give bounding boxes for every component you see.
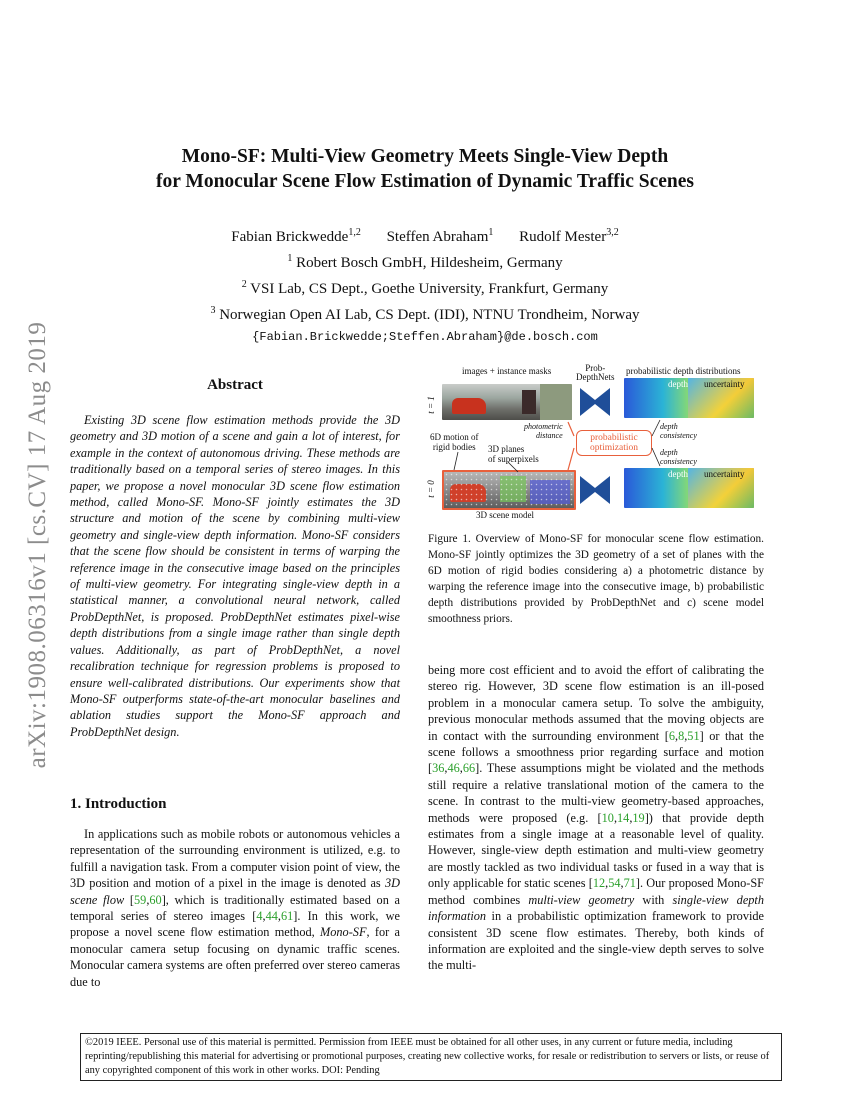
motion-label: 6D motion of rigid bodies <box>430 432 479 452</box>
depth-label-top: depth <box>668 379 688 389</box>
citation-link[interactable]: 36 <box>432 761 445 776</box>
paper-title <box>70 144 780 194</box>
right-column-paragraph: being more cost efficient and to avoid the effort of calibrating the stereo rig. However, 3D scene flow estimation is an ill-posed problem in a monocular camera setup. To solve the ambiguity, previous monocular methods assumed that the moving objects are in contact with the surrounding environment [6,8,51] or that the scene follows a smoothness prior regarding surface and motion [36,46,66]. These assumptions might be violated and the methods still require a relative translational motion of the camera to the scene. In contrast to the multi-view geometry-based approaches, methods were proposed (e.g. [10,14,19]) that provide depth estimates from a single image at a reasonable level of quality. However, single-view depth estimation and multi-view geometry are mostly tackled as two individual tasks or fused in a way that is only applicable for static scenes [12,54,71]. Our proposed Mono-SF method combines multi-view geometry with single-view depth information in a probabilistic optimization framework to provide consistent 3D scene flow estimates. Thereby, both kinds of information are exploited and the single-view depth serves to solve the multi- <box>428 663 764 973</box>
distributions-label: probabilistic depth distributions <box>626 366 741 376</box>
planes-label: 3D planes of superpixels <box>488 444 539 464</box>
title-line-2: for Monocular Scene Flow Estimation of Dynamic Traffic Scenes <box>156 171 694 192</box>
depth-consistency-label-top: depth consistency <box>660 422 697 440</box>
author-3: Rudolf Mester <box>519 229 607 245</box>
uncertainty-label-bottom: uncertainty <box>704 469 745 479</box>
abstract-heading: Abstract <box>207 377 263 393</box>
figure-arrows <box>425 362 768 527</box>
citation-link[interactable]: 60 <box>149 892 162 907</box>
citation-link[interactable]: 46 <box>447 761 460 776</box>
citation-link[interactable]: 4 <box>256 909 263 924</box>
abstract-text: Existing 3D scene flow estimation methods provide the 3D geometry and 3D motion of a scene and gain a lot of interest, for example in the context of autonomous driving. These methods are traditionally based on a temporal series of stereo images. In this paper, we propose a novel monocular 3D scene flow estimation method, called Mono-SF. Mono-SF jointly estimates the 3D structure and motion of the scene by combining multi-view geometry and single-view depth information. Mono-SF considers that the scene flow should be consistent in terms of warping the reference image in the consecutive image based on the principles of multi-view geometry. For integrating single-view depth in a statistical manner, a convolutional neural network, called ProbDepthNet, is proposed. ProbDepthNet estimates pixel-wise depth distributions from a single image rather than single depth values. Additionally, as part of ProbDepthNet, a novel recalibration technique for regression problems is proposed to ensure well-calibrated distributions. Our experiments show that Mono-SF outperforms state-of-the-art monocular baselines and ablation studies support the Mono-SF approach and ProbDepthNet design. <box>70 413 400 739</box>
author-1-sup: 1,2 <box>348 227 361 238</box>
author-block <box>70 222 780 348</box>
citation-link[interactable]: 12 <box>592 876 606 891</box>
citation-link[interactable]: 19 <box>632 810 645 825</box>
t1-label: t = 1 <box>425 396 436 414</box>
affiliation-1: $^1$ Robert Bosch GmbH, Hildesheim, Germany <box>287 253 563 271</box>
citation-link[interactable]: 10 <box>601 810 614 825</box>
citation-link[interactable]: 14 <box>617 810 630 825</box>
citation-link[interactable]: 61 <box>280 909 294 924</box>
author-email[interactable]: {Fabian.Brickwedde;Steffen.Abraham}@de.bosch.com <box>252 330 598 344</box>
citation-link[interactable]: 51 <box>687 728 700 743</box>
author-3-sup: 3,2 <box>606 227 619 238</box>
affiliation-3: $^3$ Norwegian Open AI Lab, CS Dept. (IDI), NTNU Trondheim, Norway <box>210 305 640 323</box>
author-2: Steffen Abraham <box>386 229 489 245</box>
images-label: images + instance masks <box>462 366 552 376</box>
citation-link[interactable]: 54 <box>608 876 621 891</box>
author-2-sup: 1 <box>488 227 494 238</box>
copyright-notice: ©2019 IEEE. Personal use of this material is permitted. Permission from IEEE must be obtained for all other uses, in any current or future media, including reprinting/republishing this material for advertising or promotional purposes, creating new collective works, for resale or redistribution to servers or lists, or reuse of any copyrighted component of this work in other works. DOI: Pending <box>80 1033 782 1081</box>
intro-heading: 1. Introduction <box>70 796 167 812</box>
title-line-1: Mono-SF: Multi-View Geometry Meets Single-View Depth <box>181 146 669 167</box>
figure-caption: Figure 1. Overview of Mono-SF for monocular scene flow estimation. Mono-SF jointly optimizes the 3D geometry of a set of planes with the 6D motion of rigid bodies considering a) a photometric distance by warping the reference image into the consecutive image, b) probabilistic depth distributions provided by ProbDepthNet and c) scene model smoothness priors. <box>428 533 764 625</box>
author-names <box>70 222 780 248</box>
probabilistic-optimization-box: probabilistic optimization <box>576 430 652 456</box>
citation-link[interactable]: 6 <box>668 728 675 743</box>
citation-link[interactable]: 44 <box>265 909 278 924</box>
depth-consistency-label-bottom: depth consistency <box>660 448 697 466</box>
author-1: Fabian Brickwedde <box>231 229 349 245</box>
citation-link[interactable]: 8 <box>678 728 685 743</box>
probdepthnets-label: Prob- DepthNets <box>576 363 615 382</box>
citation-link[interactable]: 71 <box>623 876 636 891</box>
arxiv-stamp-text: arXiv:1908.06316v1 [cs.CV] 17 Aug 2019 <box>24 321 51 769</box>
depth-label-bottom: depth <box>668 469 688 479</box>
citation-link[interactable]: 59 <box>134 892 147 907</box>
photometric-label: photometric distance <box>524 422 563 440</box>
figure-1 <box>425 362 768 527</box>
affiliation-2: $^2$ VSI Lab, CS Dept., Goethe University, Frankfurt, Germany <box>241 279 609 297</box>
intro-paragraph: In applications such as mobile robots or autonomous vehicles a representation of the surrounding environment is utilized, e.g. to fulfill a navigation task. From a computer vision point of view, the 3D position and motion of a pixel in the image is denoted as 3D scene flow [59,60], which is traditionally estimated based on a temporal series of stereo images [4,44,61]. In this work, we propose a novel scene flow estimation method, Mono-SF, for a monocular camera setup focusing on dynamic traffic scenes. Monocular camera systems are often preferred over stereo cameras due to <box>70 827 401 989</box>
scene-model-label: 3D scene model <box>476 510 534 520</box>
t0-label: t = 0 <box>425 480 436 498</box>
arxiv-stamp <box>18 285 58 805</box>
citation-link[interactable]: 66 <box>462 761 476 776</box>
uncertainty-label-top: uncertainty <box>704 379 745 389</box>
